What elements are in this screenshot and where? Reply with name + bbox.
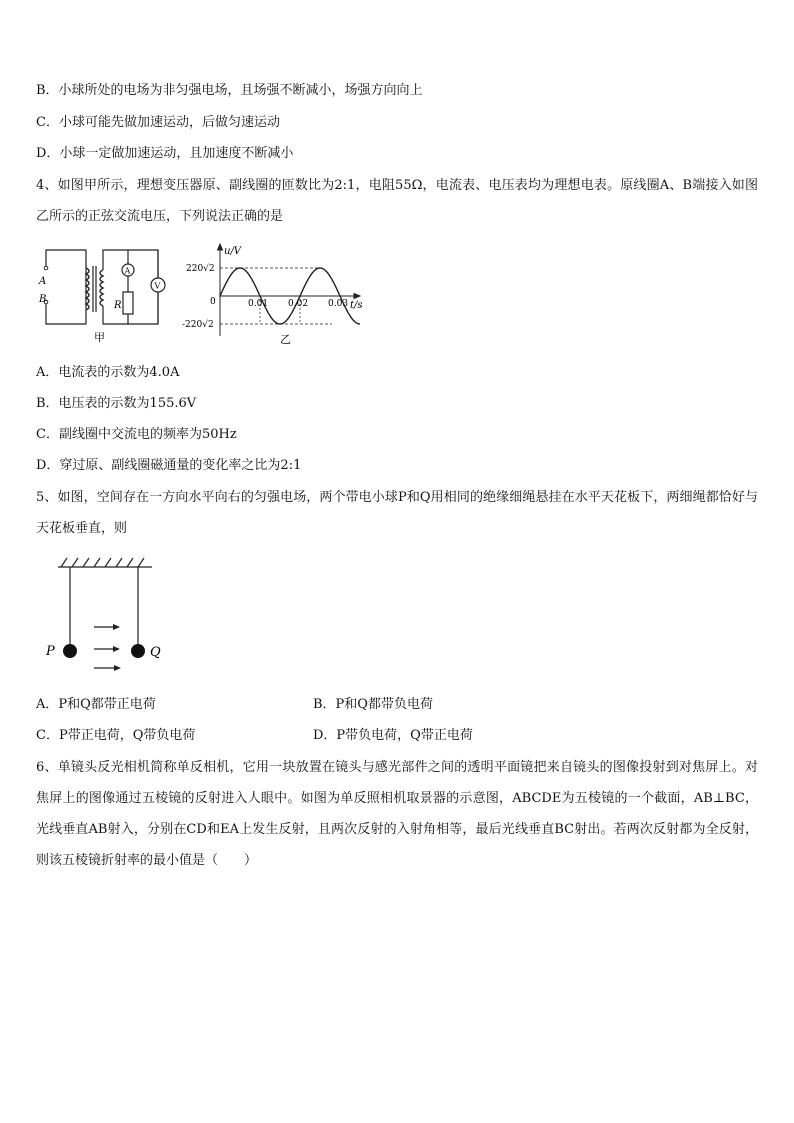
q5-option-d: D．P带负电荷，Q带正电荷 [313, 728, 473, 743]
figure-yi-caption: 乙 [280, 333, 291, 346]
figure-q5-lower-arrow [94, 661, 126, 675]
q3-option-d: D．小球一定做加速运动，且加速度不断减小 [36, 146, 294, 161]
figure-q5-pendulums [40, 555, 170, 665]
q5-stem: 5、如图，空间存在一方向水平向右的匀强电场，两个带电小球P和Q用相同的绝缘细绳悬挂在水平天花板下，两细绳都恰好与天花板垂直，则 [36, 490, 758, 536]
ball-p [63, 644, 77, 658]
q4-option-b: B．电压表的示数为155.6V [36, 396, 197, 411]
ammeter-label: A [124, 266, 131, 276]
y-min-label: -220√2 [182, 320, 214, 330]
q3-option-b: B．小球所处的电场为非匀强电场，且场强不断减小，场强方向向上 [36, 83, 423, 98]
y-max-label: 220√2 [186, 264, 215, 274]
x-axis-label: t/s [350, 300, 363, 311]
origin-label: 0 [210, 297, 216, 307]
q4-stem: 4、如图甲所示，理想变压器原、副线圈的匝数比为2:1，电阻55Ω，电流表、电压表均为理想电表。原线圈A、B端接入如图乙所示的正弦交流电压，下列说法正确的是 [36, 178, 758, 224]
x-tick-label: 0.02 [288, 299, 309, 309]
figure-jia-caption: 甲 [94, 331, 105, 344]
terminal-b-label: B [39, 294, 47, 305]
q5-option-c: C．P带正电荷，Q带负电荷 [36, 728, 196, 743]
q6-stem: 6、单镜头反光相机简称单反相机，它用一块放置在镜头与感光部件之间的透明平面镜把来自镜头的图像投射到对焦屏上。对焦屏上的图像通过五棱镜的反射进入人眼中。如图为单反照相机取景器的示意图，ABCDE为五棱镜的一个截面，AB⊥BC，光线垂直AB射入，分别在CD和EA上发生反射，且两次反射的入射角相等，最后光线垂直BC射出。若两次反射都为全反射，则该五棱镜折射率的最小值是（ ） [36, 760, 758, 868]
terminal-a-label: A [39, 276, 47, 287]
ball-q-label: Q [150, 645, 161, 660]
q5-option-b: B．P和Q都带负电荷 [313, 697, 433, 712]
x-tick-label: 0.01 [248, 299, 269, 309]
x-tick-label: 0.03 [328, 299, 349, 309]
figure-jia-transformer [36, 242, 186, 348]
field-arrow-icon [113, 646, 120, 652]
ball-q [131, 644, 145, 658]
q3-option-c: C．小球可能先做加速运动，后做匀速运动 [36, 115, 280, 130]
y-axis-label: u/V [224, 246, 242, 257]
voltmeter-label: V [154, 281, 161, 291]
figure-yi-voltage-graph [182, 240, 372, 348]
q4-option-a: A．电流表的示数为4.0A [36, 365, 180, 380]
field-arrow-icon [113, 624, 120, 630]
field-arrow-icon [114, 665, 121, 671]
ball-p-label: P [46, 644, 55, 659]
q4-option-c: C．副线圈中交流电的频率为50Hz [36, 427, 237, 442]
q5-option-a: A．P和Q都带正电荷 [36, 697, 156, 712]
q4-option-d: D．穿过原、副线圈磁通量的变化率之比为2:1 [36, 458, 302, 473]
resistor-label: R [114, 300, 122, 311]
